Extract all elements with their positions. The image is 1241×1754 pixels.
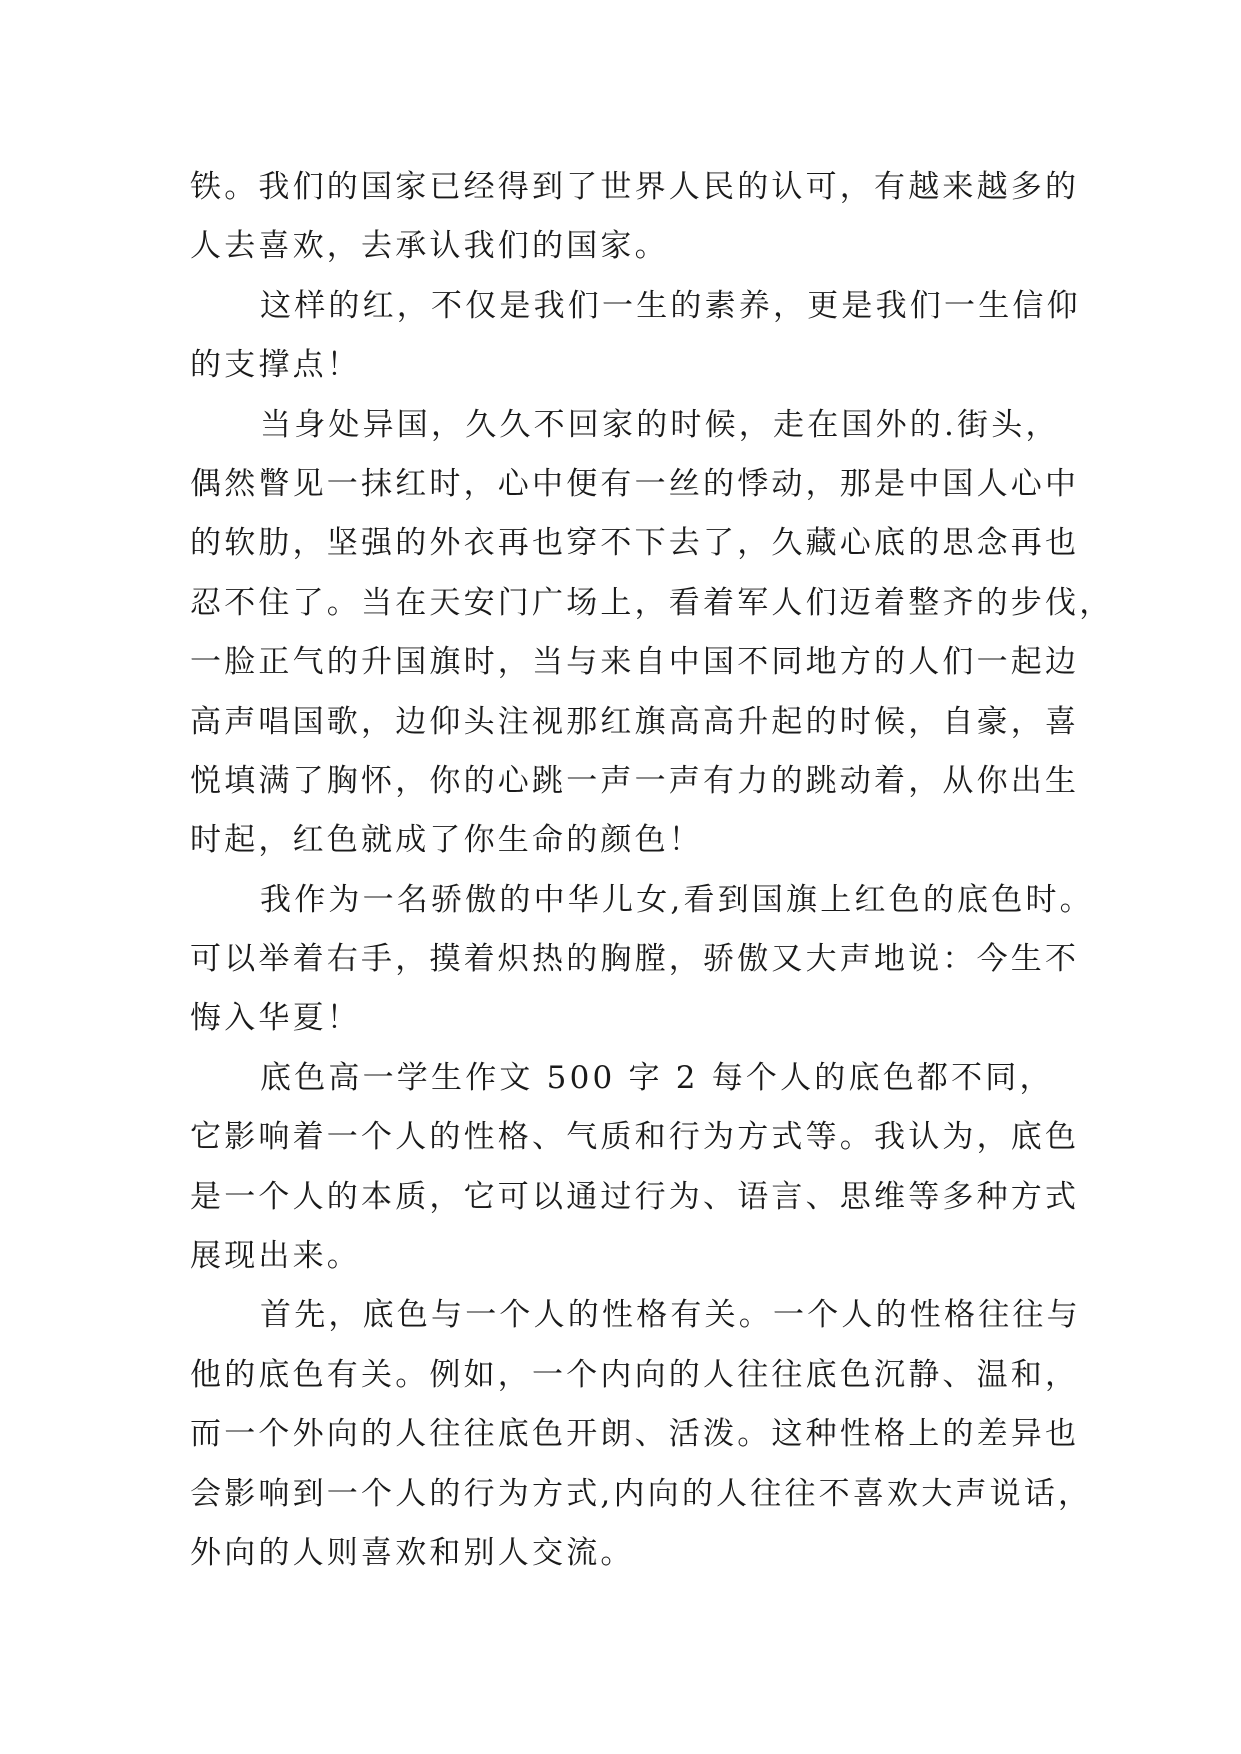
text-line: 时起，红色就成了你生命的颜色！ [190,822,703,859]
text-line: 悦填满了胸怀，你的心跳一声一声有力的跳动着，从你出生 [190,762,1080,799]
text-line: 它影响着一个人的性格、气质和行为方式等。我认为，底色 [190,1119,1080,1156]
text-line: 这样的红，不仅是我们一生的素养，更是我们一生信仰 [260,287,1081,324]
text-line: 忍不住了。当在天安门广场上，看着军人们迈着整齐的步伐， [190,584,1114,621]
text-line: 当身处异国，久久不回家的时候，走在国外的.街头， [260,406,1060,443]
text-line: 偶然瞥见一抹红时，心中便有一丝的悸动，那是中国人心中 [190,465,1080,502]
text-line: 是一个人的本质，它可以通过行为、语言、思维等多种方式 [190,1178,1080,1215]
text-line: 高声唱国歌，边仰头注视那红旗高高升起的时候，自豪，喜 [190,703,1080,740]
text-line: 悔入华夏！ [190,1000,361,1037]
text-line: 人去喜欢，去承认我们的国家。 [190,228,669,265]
text-line: 首先，底色与一个人的性格有关。一个人的性格往往与 [260,1297,1081,1334]
text-line: 的支撑点！ [190,347,361,384]
text-line: 外向的人则喜欢和别人交流。 [190,1534,635,1571]
text-line: 会影响到一个人的行为方式,内向的人往往不喜欢大声说话， [190,1475,1093,1512]
text-line: 底色高一学生作文 500 字 2 每个人的底色都不同， [260,1059,1054,1096]
text-line: 一脸正气的升国旗时，当与来自中国不同地方的人们一起边 [190,644,1080,681]
text-line: 铁。我们的国家已经得到了世界人民的认可，有越来越多的 [190,169,1080,205]
text-line: 的软肋，坚强的外衣再也穿不下去了，久藏心底的思念再也 [190,525,1080,562]
text-line: 可以举着右手，摸着炽热的胸膛，骄傲又大声地说：今生不 [190,941,1080,978]
text-line: 他的底色有关。例如，一个内向的人往往底色沉静、温和， [190,1356,1080,1393]
essay-text-body [190,158,1114,1583]
text-line: 我作为一名骄傲的中华儿女,看到国旗上红色的底色时。 [260,881,1094,918]
text-line: 而一个外向的人往往底色开朗、活泼。这种性格上的差异也 [190,1416,1080,1453]
text-line: 展现出来。 [190,1238,361,1275]
